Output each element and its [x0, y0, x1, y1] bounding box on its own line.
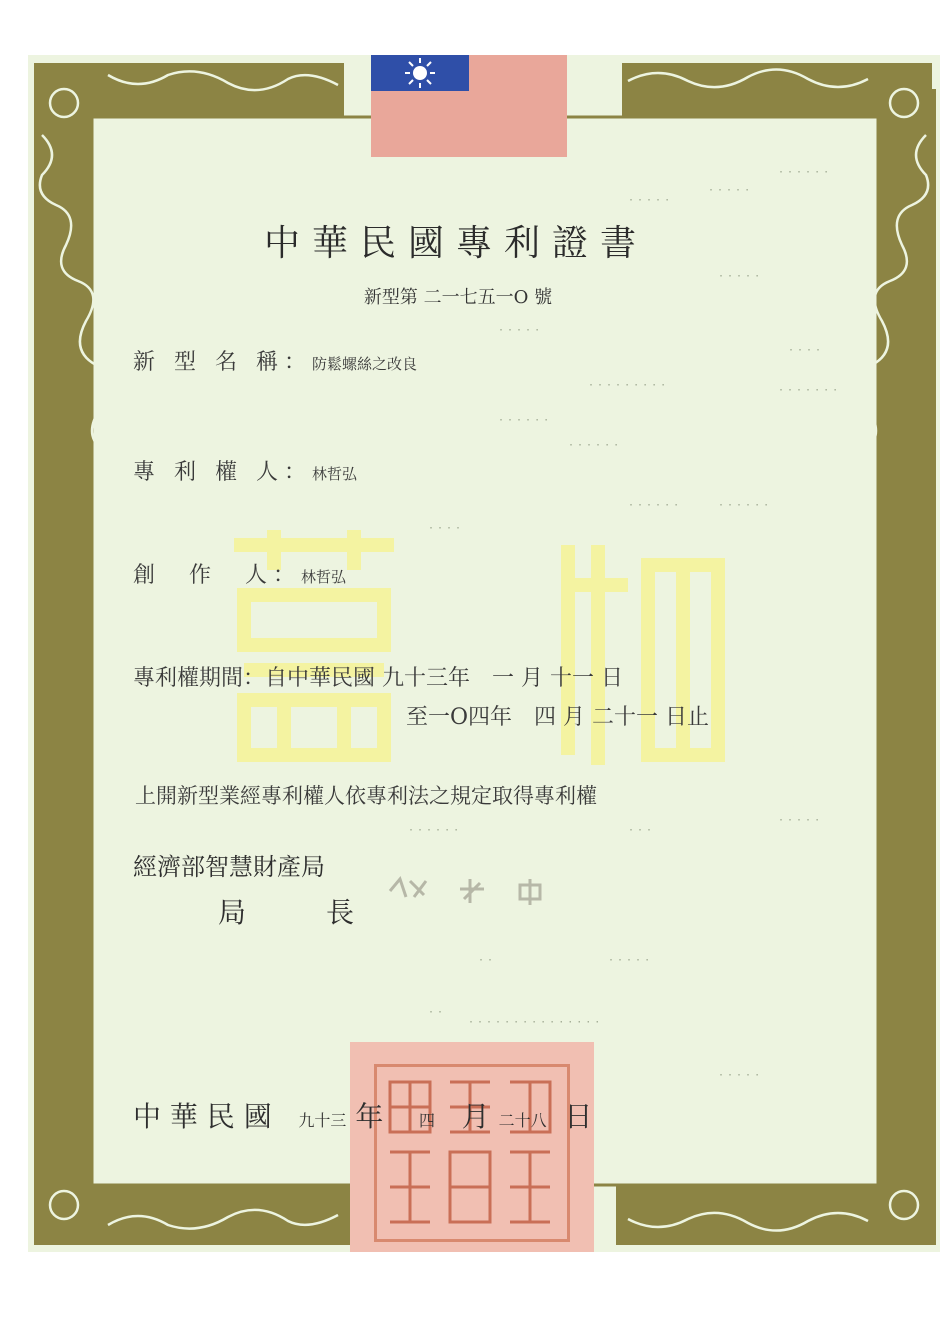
dot-pattern: ·····	[608, 955, 654, 966]
patent-term-to: 至一O四年 四 月 二十一 日止	[406, 705, 710, 730]
official-seal-icon	[350, 1042, 594, 1252]
dot-pattern: ······	[408, 825, 463, 836]
patentee-value: 林哲弘	[311, 465, 357, 483]
issue-year-number: 九十三	[298, 1111, 347, 1130]
patent-term-from: 自中華民國 九十三年 一 月 十一 日	[265, 666, 623, 691]
dot-pattern: ·····	[718, 271, 764, 282]
dot-pattern: ·····	[718, 1070, 764, 1081]
issue-date	[133, 1095, 592, 1135]
dot-pattern: ······	[628, 500, 683, 511]
utility-model-name-label: 新 型 名 稱：	[133, 350, 312, 375]
dot-pattern: ·····	[778, 815, 824, 826]
issuing-office: 經濟部智慧財產局	[133, 853, 325, 881]
issue-day-number: 二十八	[498, 1111, 547, 1130]
dot-pattern: ····	[788, 345, 825, 356]
watermark-right	[548, 525, 728, 775]
grant-statement: 上開新型業經專利權人依專利法之規定取得專利權	[135, 784, 597, 808]
issue-date-prefix: 中 華 民 國	[133, 1100, 272, 1133]
certificate-sheet	[28, 55, 940, 1252]
dot-pattern: ··	[478, 955, 497, 966]
issue-day-char: 日	[564, 1100, 593, 1133]
dot-pattern: ···············	[468, 1017, 604, 1028]
certificate-number: 新型第 二一七五一O 號	[363, 287, 553, 308]
dot-pattern: ·····	[498, 325, 544, 336]
director-char-1: 局	[218, 896, 247, 929]
patent-term-label: 專利權期間：	[133, 666, 266, 691]
roc-flag-icon	[371, 55, 567, 157]
patentee-row	[133, 455, 357, 486]
signature-mark	[380, 871, 570, 911]
dot-pattern: ··	[428, 1007, 447, 1018]
issue-month-char: 月	[461, 1100, 490, 1133]
patentee-label: 專 利 權 人：	[133, 460, 312, 485]
certificate-title: 中華民國專利證書	[263, 223, 648, 264]
dot-pattern: ·······	[778, 385, 842, 396]
dot-pattern: ···	[628, 825, 656, 836]
dot-pattern: ······	[498, 415, 553, 426]
utility-model-name-row	[133, 345, 417, 376]
dot-pattern: ·····	[628, 195, 674, 206]
director-char-2: 長	[326, 896, 355, 929]
dot-pattern: ····	[428, 523, 465, 534]
utility-model-name-value: 防鬆螺絲之改良	[311, 355, 417, 373]
issue-month-number: 四	[418, 1111, 435, 1130]
dot-pattern: ······	[718, 500, 773, 511]
dot-pattern: ······	[568, 440, 623, 451]
sun-emblem-icon	[395, 57, 445, 89]
patent-term-row	[133, 661, 623, 692]
issue-year-char: 年	[355, 1100, 384, 1133]
creator-row	[133, 558, 346, 589]
dot-pattern: ·····	[708, 185, 754, 196]
dot-pattern: ·········	[588, 380, 670, 391]
dot-pattern: ······	[778, 167, 833, 178]
creator-value: 林哲弘	[301, 568, 347, 586]
creator-label: 創 作 人：	[133, 563, 302, 588]
